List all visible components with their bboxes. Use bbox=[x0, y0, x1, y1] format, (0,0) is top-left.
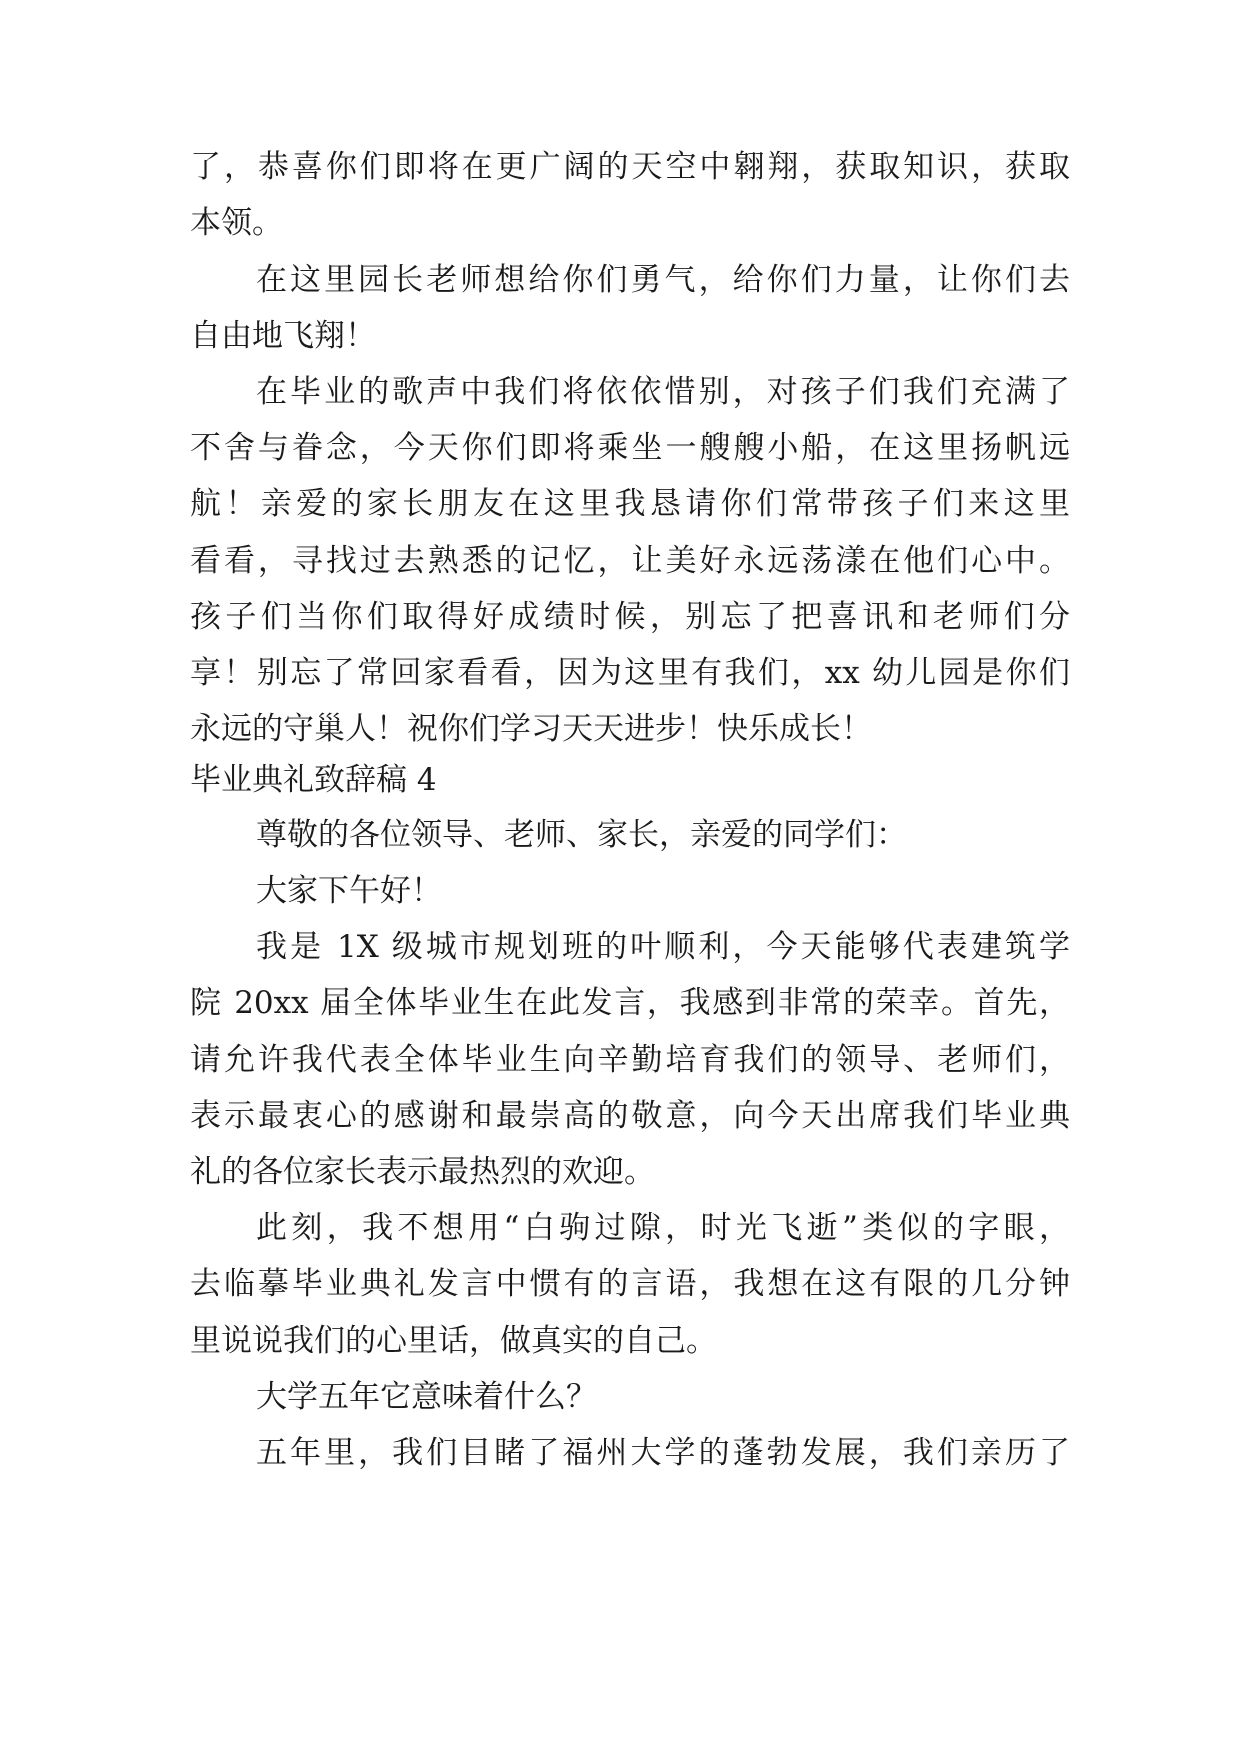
paragraph-3-line-3: 航！亲爱的家长朋友在这里我恳请你们常带孩子们来这里 bbox=[190, 486, 1070, 522]
paragraph-3-line-5: 孩子们当你们取得好成绩时候，别忘了把喜讯和老师们分 bbox=[190, 599, 1070, 635]
paragraph-9-line-1: 大学五年它意味着什么？ bbox=[256, 1379, 597, 1415]
section-heading: 毕业典礼致辞稿 4 bbox=[190, 762, 437, 798]
paragraph-3-line-2: 不舍与眷念，今天你们即将乘坐一艘艘小船，在这里扬帆远 bbox=[190, 430, 1070, 466]
paragraph-3-line-1: 在毕业的歌声中我们将依依惜别，对孩子们我们充满了 bbox=[256, 374, 1070, 410]
paragraph-2-line-1: 在这里园长老师想给你们勇气，给你们力量，让你们去 bbox=[256, 262, 1070, 298]
paragraph-8-line-2: 去临摹毕业典礼发言中惯有的言语，我想在这有限的几分钟 bbox=[190, 1266, 1070, 1302]
paragraph-3-line-7: 永远的守巢人！祝你们学习天天进步！快乐成长！ bbox=[190, 711, 872, 747]
paragraph-1-line-1: 了，恭喜你们即将在更广阔的天空中翱翔，获取知识，获取 bbox=[190, 149, 1070, 185]
paragraph-8-line-3: 里说说我们的心里话，做真实的自己。 bbox=[190, 1323, 717, 1359]
greeting: 大家下午好！ bbox=[256, 873, 442, 909]
paragraph-7-line-1: 我是 1X 级城市规划班的叶顺利，今天能够代表建筑学 bbox=[256, 929, 1070, 965]
paragraph-7-line-3: 请允许我代表全体毕业生向辛勤培育我们的领导、老师们， bbox=[190, 1042, 1070, 1078]
paragraph-2-line-2: 自由地飞翔！ bbox=[190, 318, 376, 354]
paragraph-10-line-1: 五年里，我们目睹了福州大学的蓬勃发展，我们亲历了 bbox=[256, 1435, 1070, 1471]
paragraph-8-line-1: 此刻，我不想用“白驹过隙，时光飞逝”类似的字眼， bbox=[256, 1210, 1070, 1246]
paragraph-3-line-6: 享！别忘了常回家看看，因为这里有我们，xx 幼儿园是你们 bbox=[190, 655, 1070, 691]
paragraph-7-line-4: 表示最衷心的感谢和最崇高的敬意，向今天出席我们毕业典 bbox=[190, 1098, 1070, 1134]
paragraph-7-line-5: 礼的各位家长表示最热烈的欢迎。 bbox=[190, 1154, 655, 1190]
paragraph-1-line-2: 本领。 bbox=[190, 205, 283, 241]
paragraph-7-line-2: 院 20xx 届全体毕业生在此发言，我感到非常的荣幸。首先， bbox=[190, 985, 1070, 1021]
paragraph-3-line-4: 看看，寻找过去熟悉的记忆，让美好永远荡漾在他们心中。 bbox=[190, 543, 1070, 579]
salutation: 尊敬的各位领导、老师、家长，亲爱的同学们： bbox=[256, 817, 907, 853]
